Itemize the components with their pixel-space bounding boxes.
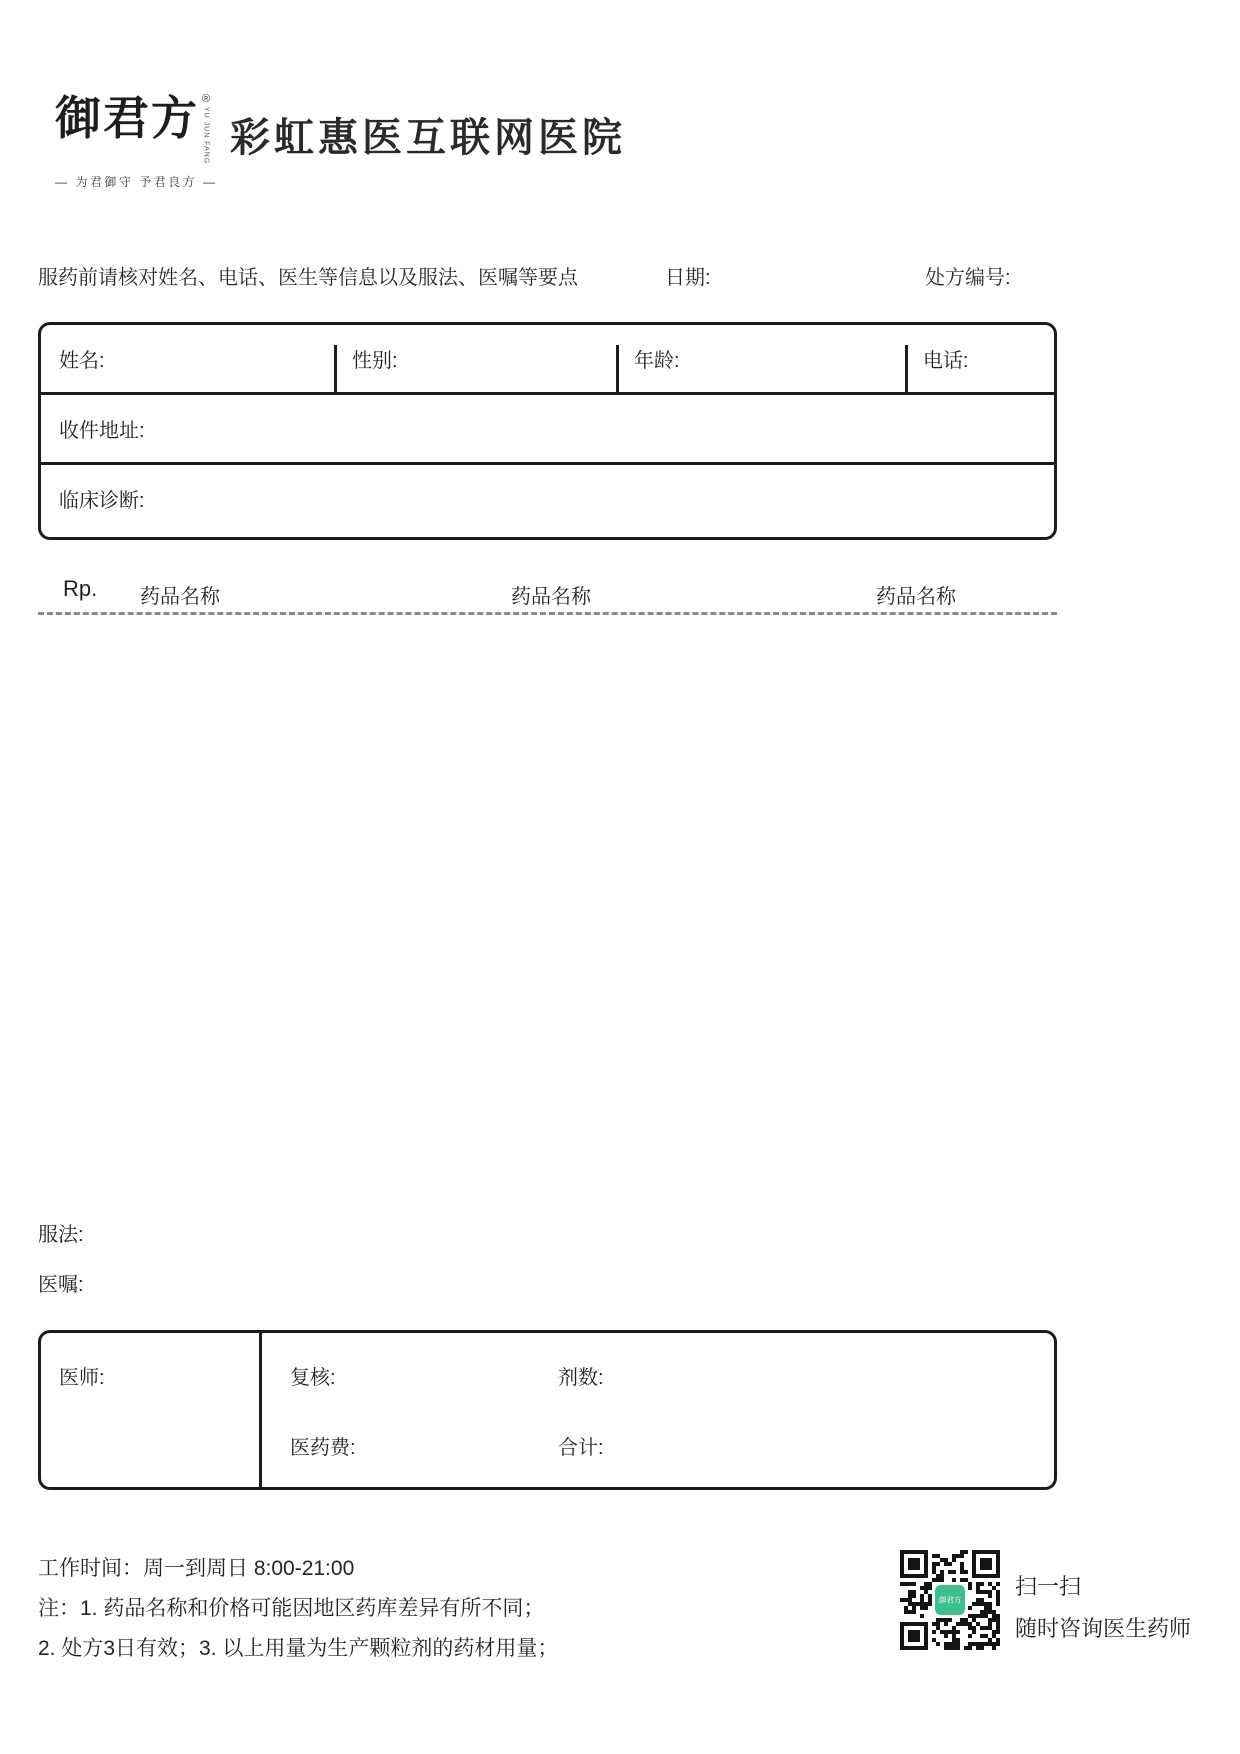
- dose-count-label: 剂数:: [558, 1367, 604, 1389]
- qr-code: [900, 1550, 1000, 1650]
- patient-age-label: 年龄:: [634, 350, 680, 372]
- usage-label: 服法:: [38, 1224, 84, 1246]
- working-hours: 工作时间：周一到周日 8:00-21:00: [38, 1557, 355, 1580]
- qr-center-logo-text: 御君方: [938, 1595, 962, 1605]
- patient-name-cell: [41, 325, 334, 392]
- registered-trademark-icon: ®: [202, 93, 211, 105]
- patient-name-label: 姓名:: [59, 350, 105, 372]
- drug-column-header-2: 药品名称: [511, 586, 591, 608]
- brand-tagline: — 为君御守 予君良方 —: [55, 175, 218, 190]
- patient-gender-label: 性别:: [352, 350, 398, 372]
- physician-label: 医师:: [59, 1367, 105, 1389]
- prescription-body: [38, 620, 1057, 1205]
- brand-logo-text: 御君方: [55, 91, 199, 145]
- rp-label: Rp.: [63, 576, 98, 601]
- total-label: 合计:: [558, 1437, 604, 1459]
- patient-address-label: 收件地址:: [59, 420, 145, 442]
- note-line-2: 2. 处方3日有效；3. 以上用量为生产颗粒剂的药材用量；: [38, 1637, 559, 1660]
- patient-diagnosis-label: 临床诊断:: [59, 489, 145, 512]
- qr-scan-label: 扫一扫: [1015, 1574, 1082, 1599]
- rx-number-label: 处方编号:: [925, 267, 1011, 289]
- date-label: 日期:: [665, 267, 711, 289]
- hospital-title: 彩虹惠医互联网医院: [230, 116, 626, 160]
- signature-box: [38, 1330, 1057, 1490]
- drug-column-header-3: 药品名称: [876, 586, 956, 608]
- brand-logo-pinyin: YU JUN FANG: [202, 107, 210, 165]
- medicine-fee-label: 医药费:: [290, 1437, 356, 1459]
- patient-phone-cell: [905, 325, 1054, 392]
- precheck-notice: 服药前请核对姓名、电话、医生等信息以及服法、医嘱等要点: [38, 267, 578, 289]
- patient-diagnosis-row: [41, 465, 1054, 531]
- rx-dashed-divider: [38, 612, 1057, 615]
- qr-scan-caption: 随时咨询医生药师: [1015, 1616, 1192, 1641]
- physician-cell: [41, 1333, 262, 1487]
- patient-phone-label: 电话:: [923, 350, 969, 372]
- note-line-1: 注：1. 药品名称和价格可能因地区药库差异有所不同；: [38, 1597, 545, 1620]
- drug-column-header-1: 药品名称: [140, 586, 220, 608]
- patient-age-cell: [616, 325, 905, 392]
- advice-label: 医嘱:: [38, 1274, 84, 1296]
- patient-info-box: [38, 322, 1057, 540]
- brand-logo: [55, 91, 218, 190]
- review-label: 复核:: [290, 1367, 336, 1389]
- patient-address-row: [41, 395, 1054, 465]
- patient-row-basic: [41, 325, 1054, 395]
- patient-gender-cell: [334, 325, 616, 392]
